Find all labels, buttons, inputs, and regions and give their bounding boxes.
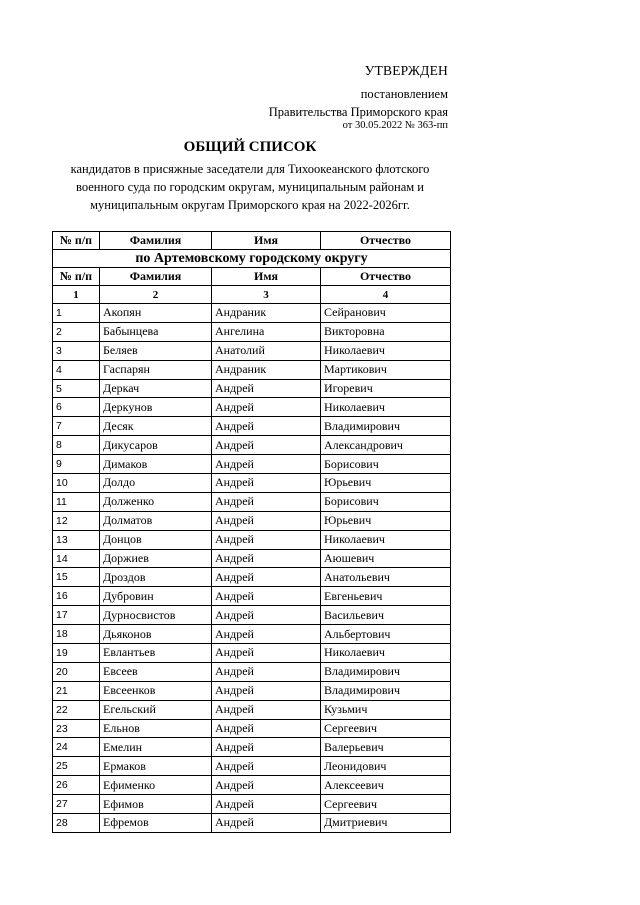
surname: Десяк bbox=[100, 417, 212, 436]
document-title: ОБЩИЙ СПИСОК bbox=[183, 139, 317, 155]
surname: Ельнов bbox=[100, 719, 212, 738]
approval-line-2: Правительства Приморского края bbox=[268, 105, 448, 119]
surname: Дьяконов bbox=[100, 625, 212, 644]
header-cell-patronymic: Отчество bbox=[321, 232, 451, 250]
table-row bbox=[53, 757, 451, 776]
surname: Долженко bbox=[100, 492, 212, 511]
patronymic: Владимирович bbox=[321, 681, 451, 700]
approval-line-3: от 30.05.2022 № 363-пп bbox=[342, 120, 448, 131]
first-name: Андрей bbox=[212, 417, 321, 436]
table-row bbox=[53, 455, 451, 474]
table-row bbox=[53, 474, 451, 493]
patronymic: Сергеевич bbox=[321, 795, 451, 814]
patronymic: Николаевич bbox=[321, 644, 451, 663]
patronymic: Николаевич bbox=[321, 530, 451, 549]
patronymic: Мартикович bbox=[321, 360, 451, 379]
first-name: Андрей bbox=[212, 436, 321, 455]
surname: Долдо bbox=[100, 474, 212, 493]
column-number: 3 bbox=[212, 286, 321, 304]
first-name: Андрей bbox=[212, 530, 321, 549]
header-cell-surname: Фамилия bbox=[100, 232, 212, 250]
patronymic: Владимирович bbox=[321, 662, 451, 681]
table-row bbox=[53, 814, 451, 833]
surname: Ермаков bbox=[100, 757, 212, 776]
surname: Емелин bbox=[100, 738, 212, 757]
first-name: Андрей bbox=[212, 700, 321, 719]
table-row bbox=[53, 719, 451, 738]
header-cell-name: Имя bbox=[212, 232, 321, 250]
surname: Бабынцева bbox=[100, 322, 212, 341]
patronymic: Аюшевич bbox=[321, 549, 451, 568]
first-name: Андрей bbox=[212, 738, 321, 757]
patronymic: Борисович bbox=[321, 492, 451, 511]
document-subtitle: кандидатов в присяжные заседатели для Тихоокеанского флотского военного суда по городским округам, муниципальным районам и муниципальным округам Приморского края на 2022-2026гг. bbox=[70, 162, 430, 212]
header-cell-number: № п/п bbox=[53, 232, 100, 250]
first-name: Андрей bbox=[212, 492, 321, 511]
column-number: 1 bbox=[53, 286, 100, 304]
table-row bbox=[53, 795, 451, 814]
row-number: 8 bbox=[53, 436, 100, 455]
table-row bbox=[53, 530, 451, 549]
row-number: 11 bbox=[53, 492, 100, 511]
surname: Дикусаров bbox=[100, 436, 212, 455]
first-name: Андрей bbox=[212, 549, 321, 568]
candidates-table bbox=[52, 231, 451, 833]
row-number: 5 bbox=[53, 379, 100, 398]
table-row bbox=[53, 700, 451, 719]
patronymic: Васильевич bbox=[321, 606, 451, 625]
table-row bbox=[53, 776, 451, 795]
surname: Ефимов bbox=[100, 795, 212, 814]
header-cell-name: Имя bbox=[212, 268, 321, 286]
section-row bbox=[53, 250, 451, 268]
row-number: 4 bbox=[53, 360, 100, 379]
first-name: Андрей bbox=[212, 644, 321, 663]
surname: Евлантьев bbox=[100, 644, 212, 663]
table-row bbox=[53, 398, 451, 417]
row-number: 13 bbox=[53, 530, 100, 549]
row-number: 12 bbox=[53, 511, 100, 530]
surname: Дурносвистов bbox=[100, 606, 212, 625]
row-number: 10 bbox=[53, 474, 100, 493]
row-number: 14 bbox=[53, 549, 100, 568]
row-number: 15 bbox=[53, 568, 100, 587]
surname: Ефремов bbox=[100, 814, 212, 833]
row-number: 9 bbox=[53, 455, 100, 474]
table-row bbox=[53, 681, 451, 700]
surname: Ефименко bbox=[100, 776, 212, 795]
table-row bbox=[53, 304, 451, 323]
first-name: Андрей bbox=[212, 379, 321, 398]
patronymic: Валерьевич bbox=[321, 738, 451, 757]
first-name: Андрей bbox=[212, 662, 321, 681]
table-row bbox=[53, 549, 451, 568]
surname: Деркач bbox=[100, 379, 212, 398]
table-header-row-repeat bbox=[53, 268, 451, 286]
table-row bbox=[53, 322, 451, 341]
header-cell-surname: Фамилия bbox=[100, 268, 212, 286]
row-number: 7 bbox=[53, 417, 100, 436]
row-number: 24 bbox=[53, 738, 100, 757]
surname: Егельский bbox=[100, 700, 212, 719]
surname: Дубровин bbox=[100, 587, 212, 606]
table-row bbox=[53, 606, 451, 625]
surname: Деркунов bbox=[100, 398, 212, 417]
patronymic: Николаевич bbox=[321, 398, 451, 417]
row-number: 21 bbox=[53, 681, 100, 700]
first-name: Андрей bbox=[212, 757, 321, 776]
first-name: Андраник bbox=[212, 304, 321, 323]
table-row bbox=[53, 644, 451, 663]
surname: Доржиев bbox=[100, 549, 212, 568]
row-number: 27 bbox=[53, 795, 100, 814]
first-name: Андрей bbox=[212, 568, 321, 587]
table-row bbox=[53, 379, 451, 398]
patronymic: Юрьевич bbox=[321, 511, 451, 530]
first-name: Андрей bbox=[212, 681, 321, 700]
row-number: 16 bbox=[53, 587, 100, 606]
first-name: Андрей bbox=[212, 587, 321, 606]
first-name: Андрей bbox=[212, 795, 321, 814]
surname: Донцов bbox=[100, 530, 212, 549]
surname: Беляев bbox=[100, 341, 212, 360]
patronymic: Анатольевич bbox=[321, 568, 451, 587]
patronymic: Леонидович bbox=[321, 757, 451, 776]
section-title: по Артемовскому городскому округу bbox=[53, 250, 451, 268]
patronymic: Борисович bbox=[321, 455, 451, 474]
first-name: Андрей bbox=[212, 606, 321, 625]
first-name: Андрей bbox=[212, 511, 321, 530]
first-name: Андрей bbox=[212, 474, 321, 493]
first-name: Андрей bbox=[212, 719, 321, 738]
table-row bbox=[53, 738, 451, 757]
surname: Гаспарян bbox=[100, 360, 212, 379]
table-row bbox=[53, 436, 451, 455]
row-number: 25 bbox=[53, 757, 100, 776]
first-name: Андрей bbox=[212, 814, 321, 833]
first-name: Андрей bbox=[212, 625, 321, 644]
table-row bbox=[53, 417, 451, 436]
row-number: 1 bbox=[53, 304, 100, 323]
table-row bbox=[53, 625, 451, 644]
table-header-row bbox=[53, 232, 451, 250]
patronymic: Сергеевич bbox=[321, 719, 451, 738]
surname: Акопян bbox=[100, 304, 212, 323]
column-number: 4 bbox=[321, 286, 451, 304]
row-number: 22 bbox=[53, 700, 100, 719]
row-number: 28 bbox=[53, 814, 100, 833]
table-row bbox=[53, 511, 451, 530]
patronymic: Евгеньевич bbox=[321, 587, 451, 606]
row-number: 2 bbox=[53, 322, 100, 341]
header-cell-number: № п/п bbox=[53, 268, 100, 286]
first-name: Андрей bbox=[212, 398, 321, 417]
patronymic: Николаевич bbox=[321, 341, 451, 360]
column-number: 2 bbox=[100, 286, 212, 304]
first-name: Андрей bbox=[212, 455, 321, 474]
surname: Евсеев bbox=[100, 662, 212, 681]
table-row bbox=[53, 587, 451, 606]
table-row bbox=[53, 492, 451, 511]
patronymic: Альбертович bbox=[321, 625, 451, 644]
surname: Димаков bbox=[100, 455, 212, 474]
surname: Дроздов bbox=[100, 568, 212, 587]
approval-line-1: постановлением bbox=[360, 87, 448, 101]
patronymic: Александрович bbox=[321, 436, 451, 455]
table-row bbox=[53, 662, 451, 681]
header-cell-patronymic: Отчество bbox=[321, 268, 451, 286]
first-name: Анатолий bbox=[212, 341, 321, 360]
row-number: 6 bbox=[53, 398, 100, 417]
surname: Долматов bbox=[100, 511, 212, 530]
patronymic: Владимирович bbox=[321, 417, 451, 436]
row-number: 19 bbox=[53, 644, 100, 663]
patronymic: Юрьевич bbox=[321, 474, 451, 493]
patronymic: Дмитриевич bbox=[321, 814, 451, 833]
row-number: 20 bbox=[53, 662, 100, 681]
patronymic: Сейранович bbox=[321, 304, 451, 323]
patronymic: Кузьмич bbox=[321, 700, 451, 719]
row-number: 18 bbox=[53, 625, 100, 644]
row-number: 23 bbox=[53, 719, 100, 738]
surname: Евсеенков bbox=[100, 681, 212, 700]
row-number: 17 bbox=[53, 606, 100, 625]
patronymic: Викторовна bbox=[321, 322, 451, 341]
patronymic: Игоревич bbox=[321, 379, 451, 398]
first-name: Ангелина bbox=[212, 322, 321, 341]
row-number: 26 bbox=[53, 776, 100, 795]
table-row bbox=[53, 568, 451, 587]
table-row bbox=[53, 360, 451, 379]
first-name: Андраник bbox=[212, 360, 321, 379]
row-number: 3 bbox=[53, 341, 100, 360]
first-name: Андрей bbox=[212, 776, 321, 795]
column-number-row bbox=[53, 286, 451, 304]
approval-title: УТВЕРЖДЕН bbox=[364, 63, 448, 78]
table-row bbox=[53, 341, 451, 360]
patronymic: Алексеевич bbox=[321, 776, 451, 795]
